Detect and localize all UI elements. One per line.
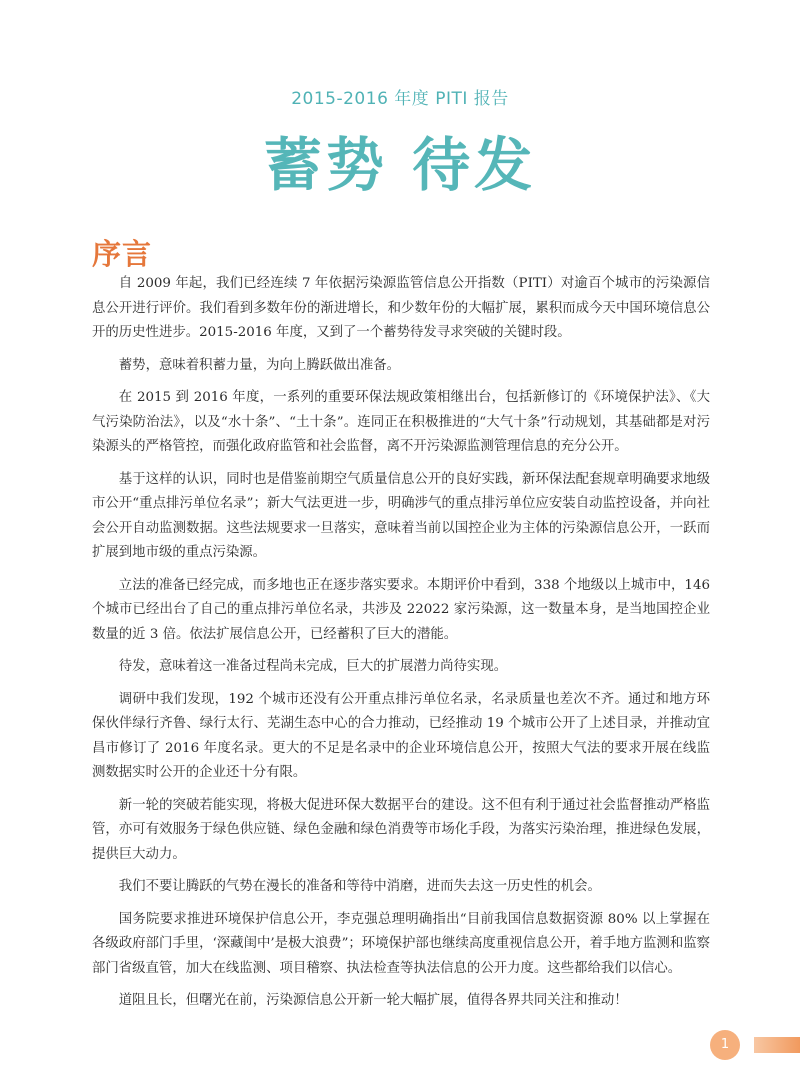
paragraph: 调研中我们发现，192 个城市还没有公开重点排污单位名录，名录质量也差次不齐。通过和地方环保伙伴绿行齐鲁、绿行太行、芜湖生态中心的合力推动，已经推动 19 个城市公开了上述目录，并推动宜昌市修订了 2016 年度名录。更大的不足是名录中的企业环境信息公开，按照大气法的要求开展在线监测数据实时公开的企业还十分有限。 (92, 691, 710, 780)
paragraph: 蓄势，意味着积蓄力量，为向上腾跃做出准备。 (118, 357, 400, 373)
preface-body (92, 272, 710, 1022)
paragraph: 待发，意味着这一准备过程尚未完成，巨大的扩展潜力尚待实现。 (118, 659, 508, 674)
paragraph: 新一轮的突破若能实现，将极大促进环保大数据平台的建设。这不但有利于通过社会监督推动严格监管，亦可有效服务于绿色供应链、绿色金融和绿色消费等市场化手段，为落实污染治理，推进绿色发展，提供巨大动力。 (92, 797, 710, 862)
paragraph: 国务院要求推进环境保护信息公开，李克强总理明确指出“目前我国信息数据资源 80% 以上掌握在各级政府部门手里，‘深藏闺中’是极大浪费”；环境保护部也继续高度重视信息公开，着手地方监测和监察部门省级直管，加大在线监测、项目稽察、执法检查等执法信息的公开力度。这些都给我们以信心。 (92, 911, 710, 976)
report-subtitle: 2015-2016 年度 PITI 报告 (291, 89, 509, 109)
paragraph: 在 2015 到 2016 年度，一系列的重要环保法规政策相继出台，包括新修订的《环境保护法》、《大气污染防治法》，以及“水十条”、“土十条”。连同正在积极推进的“大气十条”行动规划，其基础都是对污染源头的严格管控，而强化政府监管和社会监督，离不开污染源监测管理信息的充分公开。 (92, 390, 710, 454)
paragraph: 道阻且长，但曙光在前，污染源信息公开新一轮大幅扩展，值得各界共同关注和推动！ (118, 993, 628, 1008)
page-footer-bar (754, 1037, 800, 1053)
section-heading: 序言 (92, 237, 153, 271)
paragraph: 立法的准备已经完成，而多地也正在逐步落实要求。本期评价中看到，338 个地级以上城市中，146 个城市已经出台了自己的重点排污单位名录，共涉及 22022 家污染源，这一数量本身，是当地国控企业数量的近 3 倍。依法扩展信息公开，已经蓄积了巨大的潜能。 (92, 577, 710, 642)
paragraph: 基于这样的认识，同时也是借鉴前期空气质量信息公开的良好实践，新环保法配套规章明确要求地级市公开“重点排污单位名录”；新大气法更进一步，明确涉气的重点排污单位应安装自动监控设备，并向社会公开自动监测数据。这些法规要求一旦落实，意味着当前以国控企业为主体的污染源信息公开，一跃而扩展到地市级的重点污染源。 (92, 471, 710, 560)
paragraph: 自 2009 年起，我们已经连续 7 年依据污染源监管信息公开指数（PITI）对逾百个城市的污染源信息公开进行评价。我们看到多数年份的渐进增长，和少数年份的大幅扩展，累积而成今天中国环境信息公开的历史性进步。2015-2016 年度，又到了一个蓄势待发寻求突破的关键时段。 (92, 276, 710, 340)
paragraph: 我们不要让腾跃的气势在漫长的准备和等待中消磨，进而失去这一历史性的机会。 (118, 879, 601, 894)
report-title: 蓄势 待发 (263, 131, 537, 199)
page-number: 1 (710, 1030, 740, 1060)
